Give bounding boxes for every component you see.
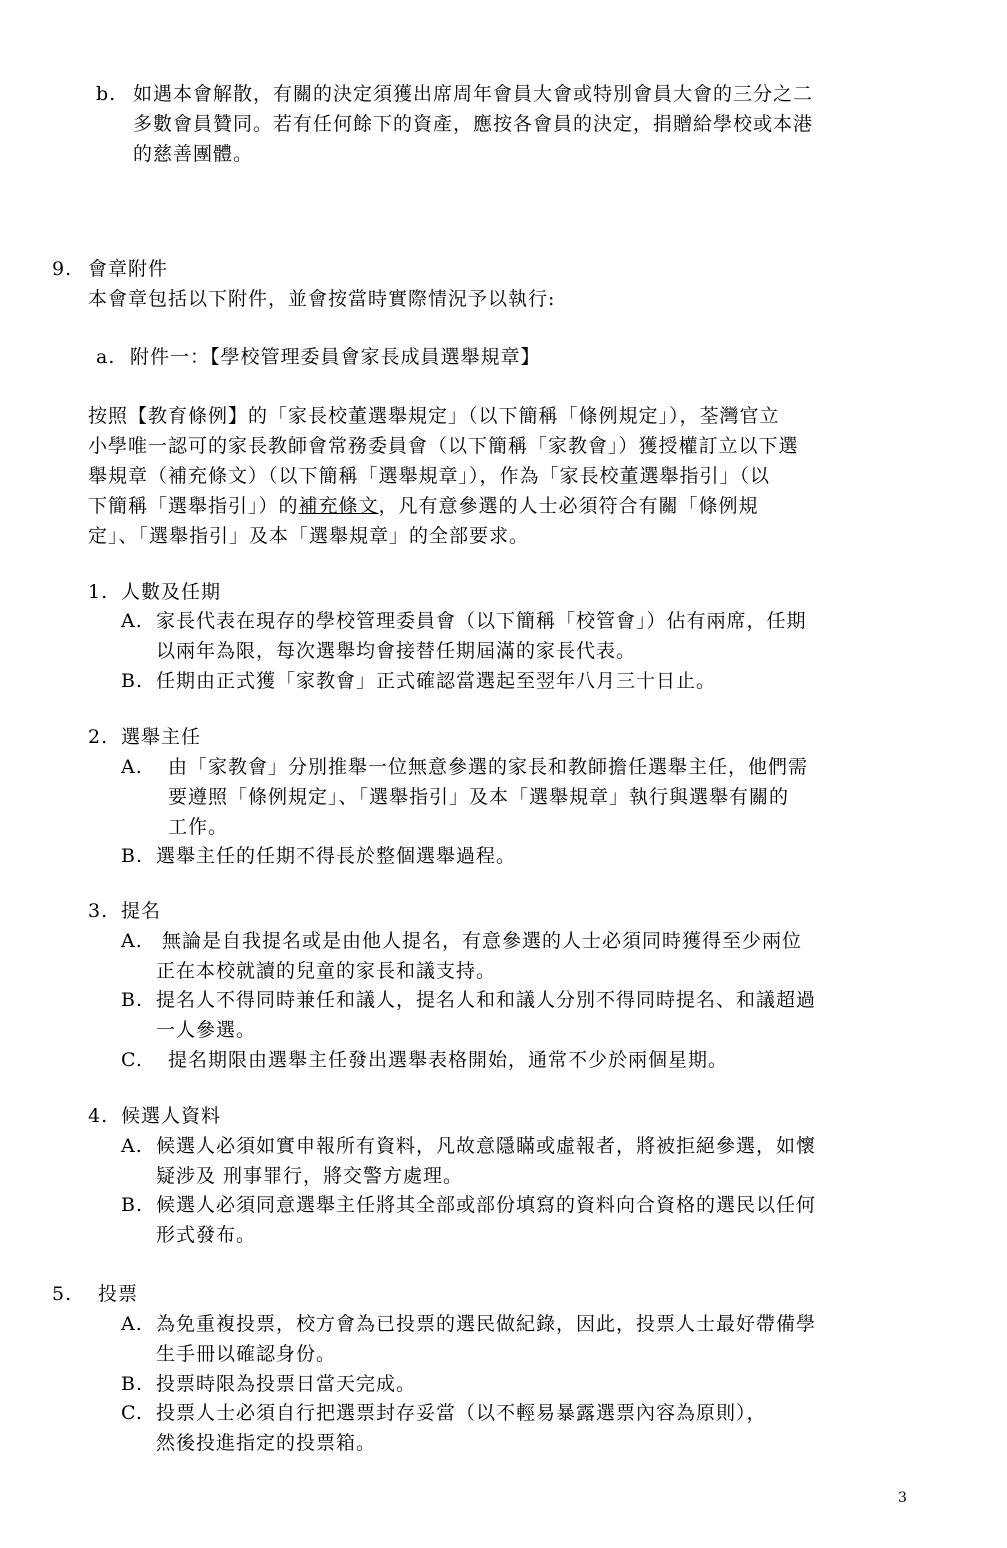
item-1-a-marker: A. <box>121 610 143 632</box>
item-1-a-line-1: 家長代表在現存的學校管理委員會（以下簡稱「校管會」）佔有兩席，任期 <box>156 610 807 632</box>
page-number: 3 <box>898 1490 907 1506</box>
preamble-line-3: 舉規章（補充條文）（以下簡稱「選舉規章」），作為「家長校董選舉指引」（以 <box>88 465 771 487</box>
item-1-number: 1. <box>88 581 109 603</box>
item-2-a-line-1: 由「家教會」分別推舉一位無意參選的家長和教師擔任選舉主任，他們需 <box>168 756 809 778</box>
preamble-line-1: 按照【教育條例】的「家長校董選舉規定」（以下簡稱「條例規定」），荃灣官立 <box>88 405 780 427</box>
item-5-a-line-1: 為免重複投票，校方會為已投票的選民做紀錄，因此，投票人士最好帶備學 <box>156 1313 817 1335</box>
item-3-c-line-1: 提名期限由選舉主任發出選舉表格開始，通常不少於兩個星期。 <box>168 1049 729 1071</box>
item-1-b-marker: B. <box>121 670 144 692</box>
intro-b-line-1: 如遇本會解散，有關的決定須獲出席周年會員大會或特別會員大會的三分之二 <box>133 83 814 105</box>
item-1-a-line-2: 以兩年為限，每次選舉均會接替任期屆滿的家長代表。 <box>156 640 637 662</box>
item-2-number: 2. <box>88 726 109 748</box>
item-2-b-line-1: 選舉主任的任期不得長於整個選舉過程。 <box>156 845 517 867</box>
annex-a-title: 附件一：【學校管理委員會家長成員選舉規章】 <box>130 346 541 368</box>
item-4-a-line-2: 疑涉及 刑事罪行，將交警方處理。 <box>156 1165 464 1187</box>
preamble-line-2: 小學唯一認可的家長教師會常務委員會（以下簡稱「家教會」）獲授權訂立以下選 <box>88 435 799 457</box>
item-1-title: 人數及任期 <box>121 581 222 603</box>
item-4-a-marker: A. <box>121 1135 143 1157</box>
item-5-b-marker: B. <box>121 1373 144 1395</box>
item-5-a-marker: A. <box>121 1313 143 1335</box>
item-1-b-line-1: 任期由正式獲「家教會」正式確認當選起至翌年八月三十日止。 <box>156 670 717 692</box>
item-4-b-line-1: 候選人必須同意選舉主任將其全部或部份填寫的資料向合資格的選民以任何 <box>156 1194 817 1216</box>
intro-b-marker: b. <box>96 83 117 105</box>
item-4-number: 4. <box>88 1105 109 1127</box>
preamble-underlined-term: 補充條文 <box>298 495 379 517</box>
item-3-b-line-1: 提名人不得同時兼任和議人，提名人和和議人分別不得同時提名、和議超過 <box>156 989 817 1011</box>
item-5-a-line-2: 生手冊以確認身份。 <box>156 1343 337 1365</box>
item-2-a-marker: A. <box>121 756 143 778</box>
item-5-title: 投票 <box>98 1283 139 1305</box>
annex-a-marker: a. <box>96 346 116 368</box>
section9-intro: 本會章包括以下附件，並會按當時實際情況予以執行: <box>88 288 556 310</box>
item-3-b-line-2: 一人參選。 <box>156 1019 257 1041</box>
item-5-number: 5. <box>52 1283 73 1305</box>
item-5-c-line-1: 投票人士必須自行把選票封存妥當（以不輕易暴露選票內容為原則）， <box>156 1402 767 1424</box>
item-3-a-line-2: 正在本校就讀的兒童的家長和議支持。 <box>156 960 497 982</box>
preamble-line-5: 定」、「選舉指引」及本「選舉規章」的全部要求。 <box>88 525 530 547</box>
intro-b-line-3: 的慈善團體。 <box>133 143 254 165</box>
item-4-a-line-1: 候選人必須如實申報所有資料，凡故意隱瞞或虛報者，將被拒絕參選，如懷 <box>156 1135 817 1157</box>
item-4-b-marker: B. <box>121 1194 144 1216</box>
item-2-title: 選舉主任 <box>121 726 202 748</box>
item-2-a-line-2: 要遵照「條例規定」、「選舉指引」及本「選舉規章」執行與選舉有關的 <box>168 786 790 808</box>
section9-title: 會章附件 <box>88 258 169 280</box>
intro-b-line-2: 多數會員贊同。若有任何餘下的資產，應按各會員的決定，捐贈給學校或本港 <box>133 113 814 135</box>
item-3-b-marker: B. <box>121 989 144 1011</box>
item-3-number: 3. <box>88 900 109 922</box>
item-4-b-line-2: 形式發布。 <box>156 1224 257 1246</box>
item-5-c-marker: C. <box>121 1402 143 1424</box>
item-3-a-line-1: 無論是自我提名或是由他人提名，有意參選的人士必須同時獲得至少兩位 <box>162 930 803 952</box>
item-5-c-line-2: 然後投進指定的投票箱。 <box>156 1432 377 1454</box>
preamble-line-4-end: ，凡有意參選的人士必須符合有關「條例規 <box>378 495 759 517</box>
section9-number: 9. <box>52 258 73 280</box>
item-3-a-marker: A. <box>121 930 143 952</box>
item-5-b-line-1: 投票時限為投票日當天完成。 <box>156 1373 417 1395</box>
preamble-line-4 <box>88 491 759 521</box>
preamble-line-4-start: 下簡稱「選舉指引」）的 <box>88 495 299 517</box>
item-2-b-marker: B. <box>121 845 144 867</box>
item-3-c-marker: C. <box>121 1049 143 1071</box>
item-2-a-line-3: 工作。 <box>168 816 229 838</box>
item-4-title: 候選人資料 <box>121 1105 222 1127</box>
item-3-title: 提名 <box>121 900 162 922</box>
